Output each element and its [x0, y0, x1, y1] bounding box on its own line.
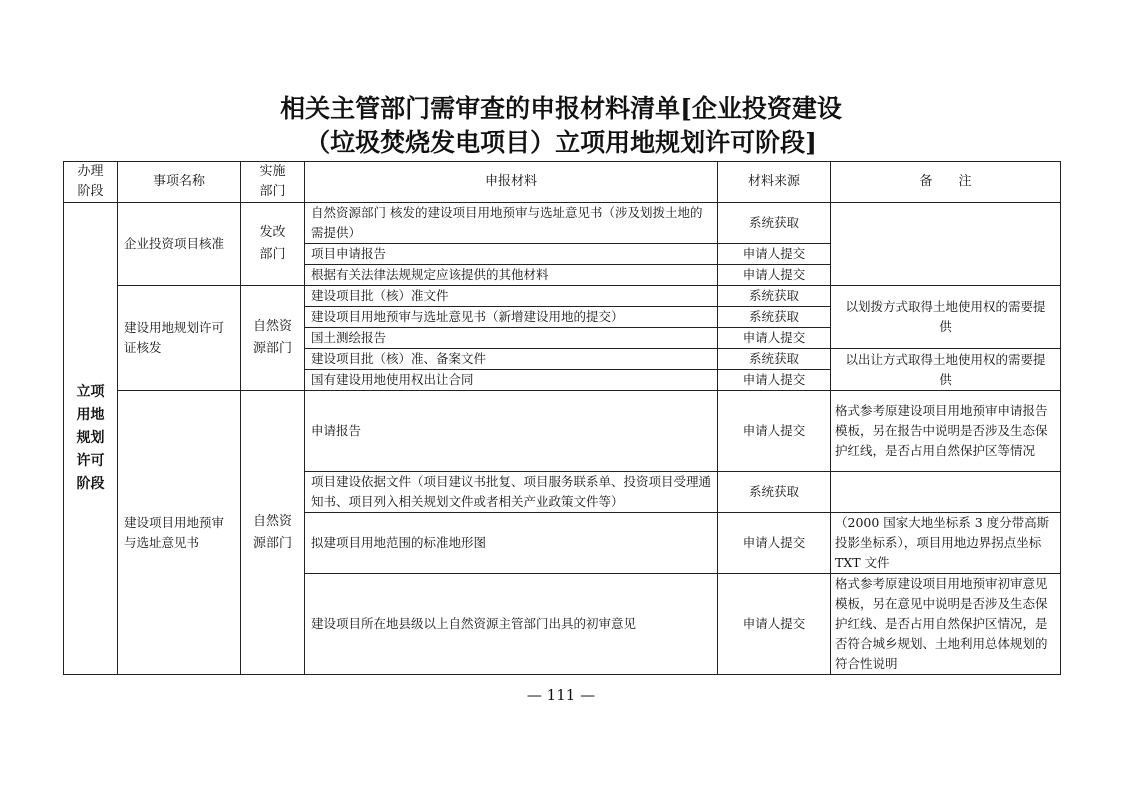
dept-cell: 自然资 源部门: [241, 286, 305, 391]
material-cell: 建设项目批（核）准文件: [305, 286, 718, 307]
material-cell: 拟建项目用地范围的标准地形图: [305, 513, 718, 574]
material-cell: 申请报告: [305, 391, 718, 472]
note-cell: [831, 472, 1061, 513]
material-cell: 建设项目用地预审与选址意见书（新增建设用地的提交）: [305, 307, 718, 328]
source-cell: 申请人提交: [718, 513, 831, 574]
source-cell: 系统获取: [718, 307, 831, 328]
stage-cell: 立项 用地 规划 许可 阶段: [64, 203, 118, 675]
material-cell: 自然资源部门 核发的建设项目用地预审与选址意见书（涉及划拨土地的需提供）: [305, 203, 718, 244]
note-cell: 以出让方式取得土地使用权的需要提供: [831, 349, 1061, 391]
table-row: [64, 203, 1061, 244]
source-cell: 系统获取: [718, 286, 831, 307]
table-row: [64, 391, 1061, 472]
material-cell: 建设项目批（核）准、备案文件: [305, 349, 718, 370]
source-cell: 申请人提交: [718, 244, 831, 265]
source-cell: 申请人提交: [718, 265, 831, 286]
source-cell: 系统获取: [718, 203, 831, 244]
material-cell: 项目申请报告: [305, 244, 718, 265]
source-cell: 申请人提交: [718, 370, 831, 391]
note-cell: （2000 国家大地坐标系 3 度分带高斯投影坐标系），项目用地边界拐点坐标 TXT 文件: [831, 513, 1061, 574]
source-cell: 申请人提交: [718, 574, 831, 675]
dept-cell: 自然资 源部门: [241, 391, 305, 675]
material-cell: 根据有关法律法规规定应该提供的其他材料: [305, 265, 718, 286]
note-cell: 格式参考原建设项目用地预审申请报告模板，另在报告中说明是否涉及生态保护红线，是否占用自然保护区等情况: [831, 391, 1061, 472]
item-cell: 建设用地规划许可证核发: [118, 286, 241, 391]
header-stage: 办理 阶段: [64, 162, 118, 203]
item-cell: 企业投资项目核准: [118, 203, 241, 286]
materials-table: [63, 161, 1061, 675]
note-cell: [831, 203, 1061, 286]
material-cell: 项目建设依据文件（项目建议书批复、项目服务联系单、投资项目受理通知书、项目列入相关规划文件或者相关产业政策文件等）: [305, 472, 718, 513]
source-cell: 系统获取: [718, 349, 831, 370]
note-cell: 格式参考原建设项目用地预审初审意见模板，另在意见中说明是否涉及生态保护红线、是否占用自然保护区情况，是否符合城乡规划、土地利用总体规划的符合性说明: [831, 574, 1061, 675]
header-source: 材料来源: [718, 162, 831, 203]
document-title-line1: 相关主管部门需审查的申报材料清单[企业投资建设: [280, 94, 842, 123]
document-title-line2: （垃圾焚烧发电项目）立项用地规划许可阶段]: [305, 128, 817, 157]
header-dept: 实施 部门: [241, 162, 305, 203]
note-cell: 以划拨方式取得土地使用权的需要提供: [831, 286, 1061, 349]
header-row: [64, 162, 1061, 203]
page-number: — 111 —: [526, 686, 596, 704]
dept-cell: 发改 部门: [241, 203, 305, 286]
material-cell: 国土测绘报告: [305, 328, 718, 349]
table-row: [64, 286, 1061, 307]
header-note: 备 注: [831, 162, 1061, 203]
header-material: 申报材料: [305, 162, 718, 203]
source-cell: 申请人提交: [718, 328, 831, 349]
material-cell: 国有建设用地使用权出让合同: [305, 370, 718, 391]
source-cell: 申请人提交: [718, 391, 831, 472]
item-cell: 建设项目用地预审与选址意见书: [118, 391, 241, 675]
source-cell: 系统获取: [718, 472, 831, 513]
material-cell: 建设项目所在地县级以上自然资源主管部门出具的初审意见: [305, 574, 718, 675]
header-item: 事项名称: [118, 162, 241, 203]
